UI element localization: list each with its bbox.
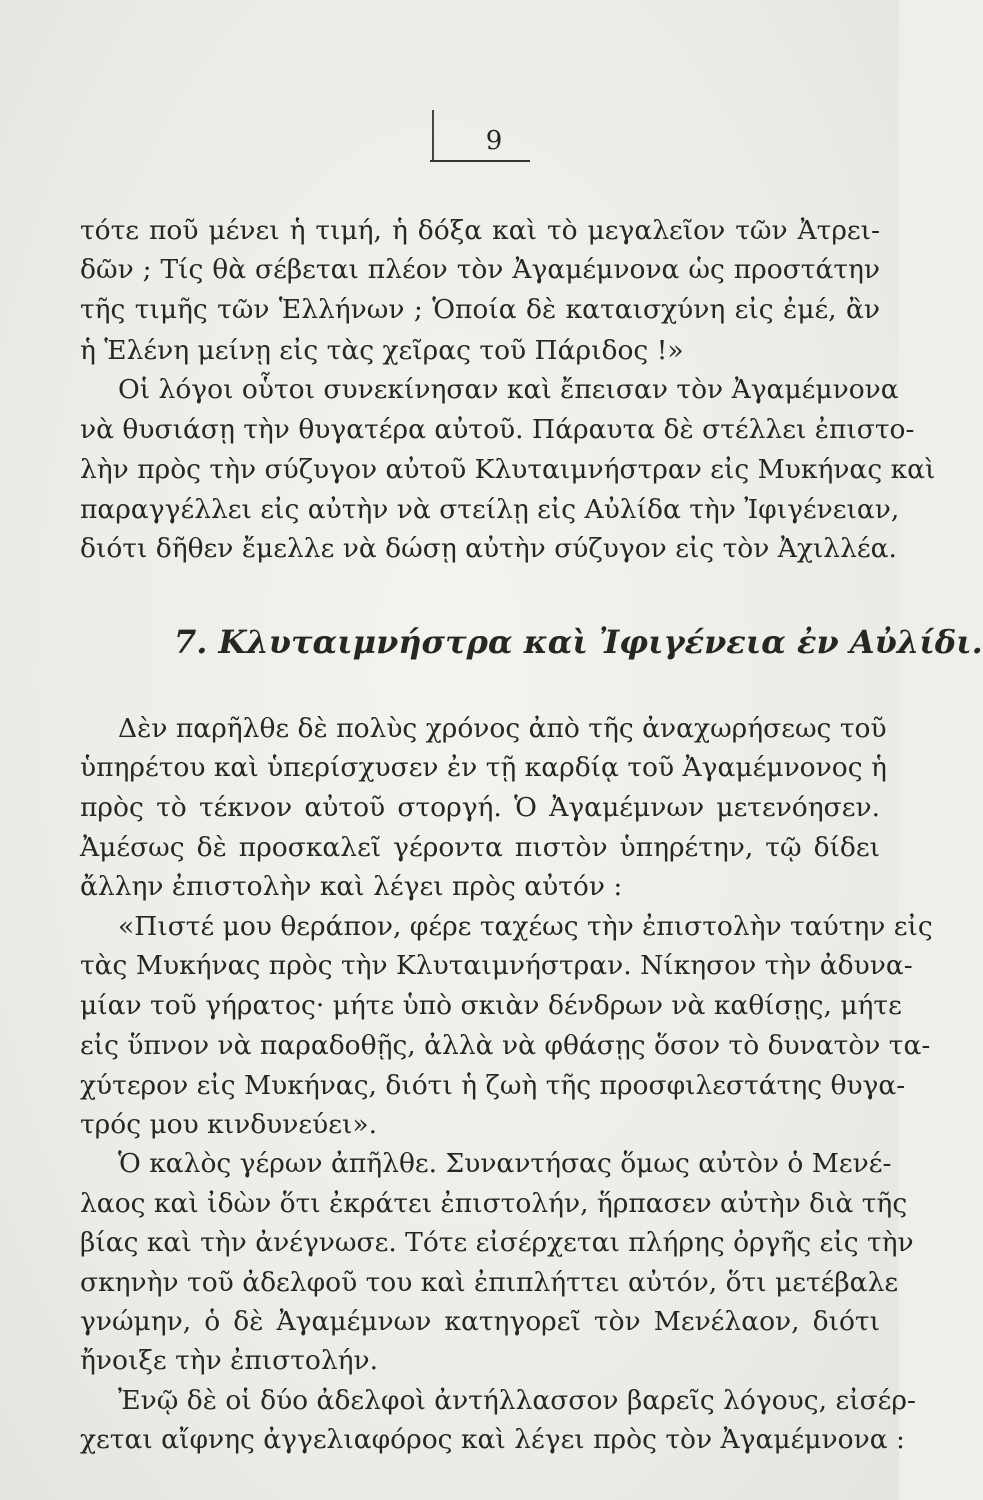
text-line: λαος καὶ ἰδὼν ὅτι ἐκράτει ἐπιστολήν, ἥρπασεν αὐτὴν διὰ τῆς (80, 1188, 908, 1219)
text-line: τότε ποῦ μένει ἡ τιμή, ἡ δόξα καὶ τὸ μεγαλεῖον τῶν Ἀτρει- (80, 215, 880, 246)
text-line: ὑπηρέτου καὶ ὑπερίσχυσεν ἐν τῇ καρδίᾳ τοῦ Ἀγαμέμνονος ἡ (80, 752, 887, 783)
text-line: διότι δῆθεν ἔμελλε νὰ δώσῃ αὐτὴν σύζυγον εἰς τὸν Ἀχιλλέα. (80, 533, 897, 564)
text-line: Δὲν παρῆλθε δὲ πολὺς χρόνος ἀπὸ τῆς ἀναχωρήσεως τοῦ (118, 713, 887, 744)
text-line: λὴν πρὸς τὴν σύζυγον αὐτοῦ Κλυταιμνήστραν εἰς Μυκήνας καὶ (80, 454, 936, 485)
text-line: μίαν τοῦ γήρατος· μήτε ὑπὸ σκιὰν δένδρων νὰ καθίσῃς, μήτε (80, 990, 902, 1021)
text-line: τρός μου κινδυνεύει». (80, 1109, 377, 1140)
text-line: ἄλλην ἐπιστολὴν καὶ λέγει πρὸς αὐτόν : (80, 871, 623, 902)
text-line: Ἐνῷ δὲ οἱ δύο ἀδελφοὶ ἀντήλλασσον βαρεῖς λόγους, εἰσέρ- (118, 1385, 916, 1416)
text-line: τὰς Μυκήνας πρὸς τὴν Κλυταιμνήστραν. Νίκησον τὴν ἀδυνα- (80, 950, 913, 981)
text-line: Ἀμέσως δὲ προσκαλεῖ γέροντα πιστὸν ὑπηρέτην, τῷ δίδει (80, 832, 880, 863)
text-line: χύτερον εἰς Μυκήνας, διότι ἡ ζωὴ τῆς προσφιλεστάτης θυγα- (80, 1070, 906, 1101)
margin-mark (432, 110, 434, 160)
text-line: γνώμην, ὁ δὲ Ἀγαμέμνων κατηγορεῖ τὸν Μενέλαον, διότι (80, 1306, 880, 1337)
text-line: «Πιστέ μου θεράπον, φέρε ταχέως τὴν ἐπιστολὴν ταύτην εἰς (118, 911, 933, 942)
text-line: εἰς ὕπνον νὰ παραδοθῇς, ἀλλὰ νὰ φθάσῃς ὅσον τὸ δυνατὸν τα- (80, 1030, 931, 1061)
text-line: σκηνὴν τοῦ ἀδελφοῦ του καὶ ἐπιπλήττει αὐτόν, ὅτι μετέβαλε (80, 1267, 899, 1298)
text-line: ἤνοιξε τὴν ἐπιστολήν. (80, 1345, 379, 1376)
page-number: 9 (485, 126, 503, 156)
text-line: παραγγέλλει εἰς αὐτὴν νὰ στείλῃ εἰς Αὐλίδα τὴν Ἰφιγένειαν, (80, 494, 900, 525)
text-line: Οἱ λόγοι οὗτοι συνεκίνησαν καὶ ἔπεισαν τὸν Ἀγαμέμνονα (118, 374, 899, 405)
text-line: ἡ Ἑλένη μείνῃ εἰς τὰς χεῖρας τοῦ Πάριδος !» (80, 335, 684, 366)
text-line: πρὸς τὸ τέκνον αὐτοῦ στοργή. Ὁ Ἀγαμέμνων μετενόησεν. (80, 792, 880, 823)
text-line: τῆς τιμῆς τῶν Ἑλλήνων ; Ὁποία δὲ καταισχύνη εἰς ἐμέ, ἂν (80, 294, 880, 325)
text-line: χεται αἴφνης ἀγγελιαφόρος καὶ λέγει πρὸς τὸν Ἀγαμέμνονα : (80, 1424, 905, 1455)
section-heading: 7. Κλυταιμνήστρα καὶ Ἰφιγένεια ἐν Αὐλίδι. (174, 623, 983, 661)
header-rule (430, 160, 530, 162)
text-line: νὰ θυσιάσῃ τὴν θυγατέρα αὐτοῦ. Πάραυτα δὲ στέλλει ἐπιστο- (80, 414, 915, 445)
text-line: Ὁ καλὸς γέρων ἀπῆλθε. Συναντήσας ὅμως αὐτὸν ὁ Μενέ- (118, 1148, 892, 1179)
text-line: βίας καὶ τὴν ἀνέγνωσε. Τότε εἰσέρχεται πλήρης ὀργῆς εἰς τὴν (80, 1227, 914, 1258)
text-line: δῶν ; Τίς θὰ σέβεται πλέον τὸν Ἀγαμέμνονα ὡς προστάτην (80, 254, 880, 285)
